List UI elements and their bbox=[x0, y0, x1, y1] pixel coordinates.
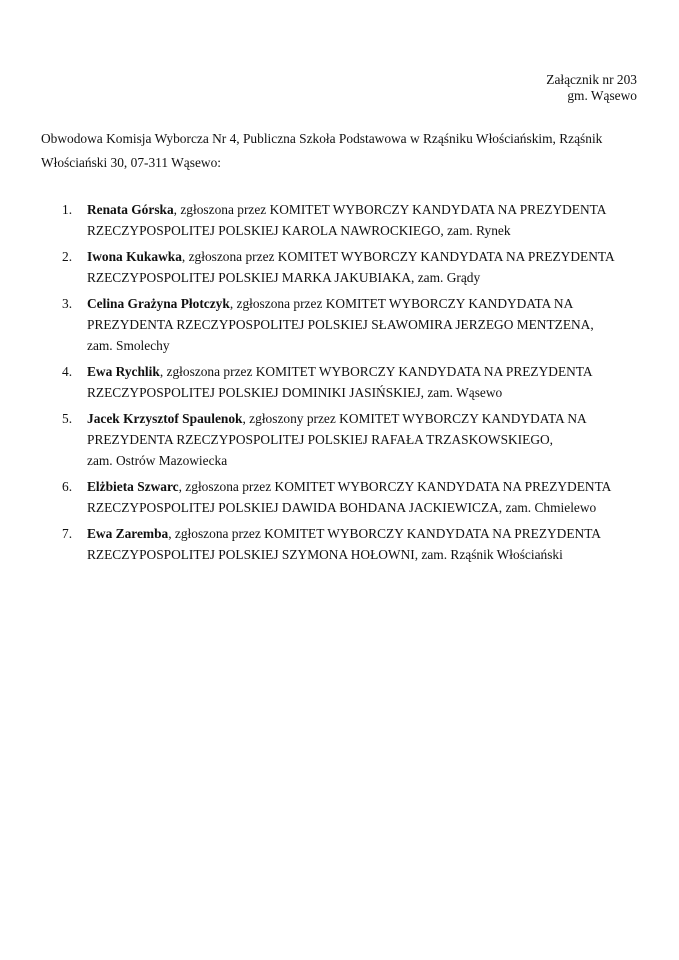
member-committee: RZECZYPOSPOLITEJ POLSKIEJ SZYMONA HOŁOWNI, zam. Rząśnik Włościański bbox=[87, 547, 563, 562]
municipality-name: gm. Wąsewo bbox=[567, 88, 637, 103]
commission-members-list bbox=[62, 199, 652, 570]
commission-description-line-1: Obwodowa Komisja Wyborcza Nr 4, Publiczna Szkoła Podstawowa w Rząśniku Włościańskim, Rząśnik bbox=[41, 131, 603, 146]
member-committee: PREZYDENTA RZECZYPOSPOLITEJ POLSKIEJ SŁAWOMIRA JERZEGO MENTZENA, bbox=[87, 317, 594, 332]
member-name: Celina Grażyna Płotczyk bbox=[87, 296, 230, 311]
member-nomination: , zgłoszona przez KOMITET WYBORCZY KANDYDATA NA PREZYDENTA bbox=[168, 526, 601, 541]
member-committee: RZECZYPOSPOLITEJ POLSKIEJ DOMINIKI JASIŃSKIEJ, zam. Wąsewo bbox=[87, 385, 503, 400]
member-name: Ewa Zaremba bbox=[87, 526, 169, 541]
member-name: Jacek Krzysztof Spaulenok bbox=[87, 411, 243, 426]
commission-description bbox=[41, 127, 641, 175]
member-item bbox=[62, 523, 652, 565]
commission-description-line-2: Włościański 30, 07-311 Wąsewo: bbox=[41, 155, 221, 170]
member-committee: RZECZYPOSPOLITEJ POLSKIEJ MARKA JAKUBIAKA, zam. Grądy bbox=[87, 270, 481, 285]
member-committee: RZECZYPOSPOLITEJ POLSKIEJ KAROLA NAWROCKIEGO, zam. Rynek bbox=[87, 223, 511, 238]
member-number: 6. bbox=[62, 479, 73, 494]
member-item bbox=[62, 293, 652, 356]
member-number: 5. bbox=[62, 411, 73, 426]
member-number: 4. bbox=[62, 364, 73, 379]
member-item bbox=[62, 476, 652, 518]
member-item bbox=[62, 408, 652, 471]
member-nomination: , zgłoszona przez KOMITET WYBORCZY KANDYDATA NA PREZYDENTA bbox=[159, 364, 593, 379]
member-nomination: , zgłoszona przez KOMITET WYBORCZY KANDYDATA NA PREZYDENTA bbox=[178, 479, 612, 494]
member-name: Iwona Kukawka bbox=[87, 249, 182, 264]
member-number: 7. bbox=[62, 526, 73, 541]
member-nomination: , zgłoszony przez KOMITET WYBORCZY KANDYDATA NA bbox=[242, 411, 587, 426]
member-residence: zam. Ostrów Mazowiecka bbox=[87, 453, 228, 468]
member-item bbox=[62, 361, 652, 403]
member-committee: PREZYDENTA RZECZYPOSPOLITEJ POLSKIEJ RAFAŁA TRZASKOWSKIEGO, bbox=[87, 432, 554, 447]
member-nomination: , zgłoszona przez KOMITET WYBORCZY KANDYDATA NA PREZYDENTA bbox=[173, 202, 607, 217]
member-committee: RZECZYPOSPOLITEJ POLSKIEJ DAWIDA BOHDANA JACKIEWICZA, zam. Chmielewo bbox=[87, 500, 597, 515]
member-nomination: , zgłoszona przez KOMITET WYBORCZY KANDYDATA NA bbox=[229, 296, 574, 311]
member-number: 2. bbox=[62, 249, 73, 264]
member-number: 1. bbox=[62, 202, 73, 217]
member-name: Elżbieta Szwarc bbox=[87, 479, 179, 494]
attachment-number: Załącznik nr 203 bbox=[546, 72, 637, 87]
member-name: Ewa Rychlik bbox=[87, 364, 160, 379]
member-number: 3. bbox=[62, 296, 73, 311]
member-residence: zam. Smolechy bbox=[87, 338, 170, 353]
member-item bbox=[62, 199, 652, 241]
member-name: Renata Górska bbox=[87, 202, 174, 217]
attachment-header bbox=[546, 72, 637, 104]
member-nomination: , zgłoszona przez KOMITET WYBORCZY KANDYDATA NA PREZYDENTA bbox=[181, 249, 615, 264]
member-item bbox=[62, 246, 652, 288]
